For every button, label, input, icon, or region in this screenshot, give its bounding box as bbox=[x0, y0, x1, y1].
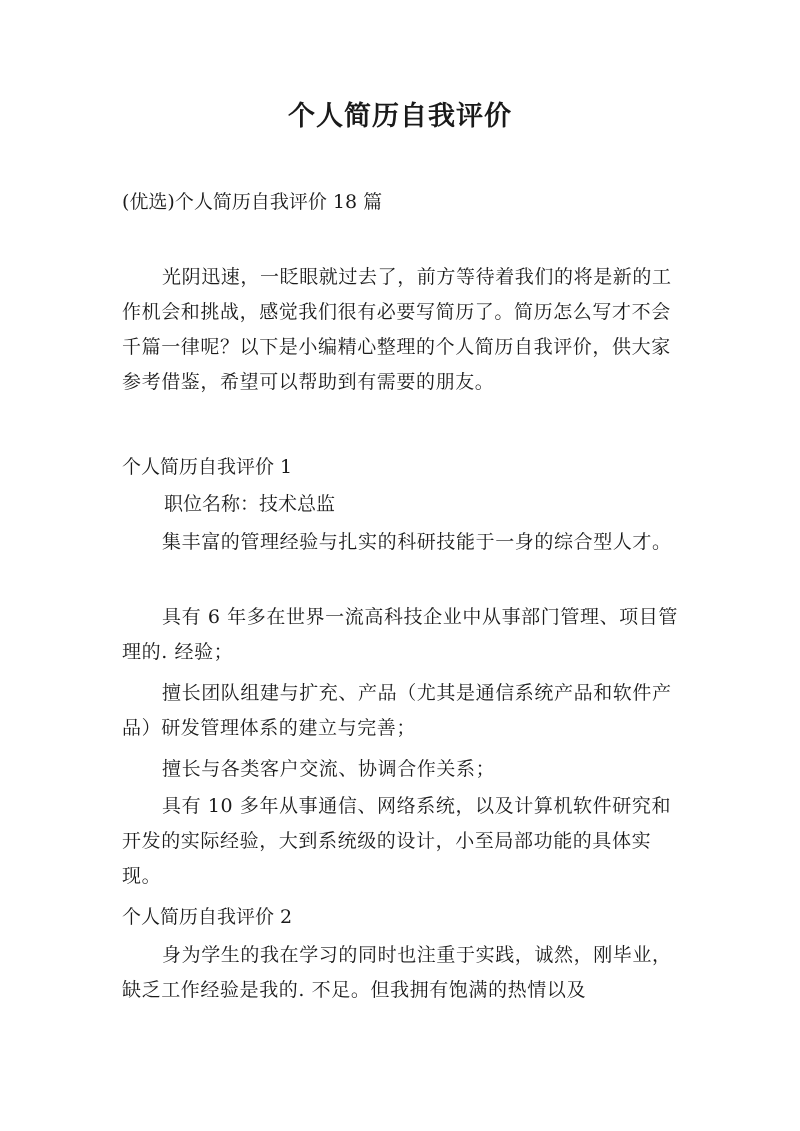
section-1-paragraph-5: 具有 10 多年从事通信、网络系统，以及计算机软件研究和开发的实际经验，大到系统级的设计，小至局部功能的具体实现。 bbox=[122, 795, 672, 887]
section-1-paragraph-1: 集丰富的管理经验与扎实的科研技能于一身的综合型人才。 bbox=[162, 531, 672, 553]
section-heading-2: 个人简历自我评价 2 bbox=[122, 906, 293, 928]
section-heading-1: 个人简历自我评价 1 bbox=[122, 456, 293, 478]
section-1-paragraph-2: 具有 6 年多在世界一流高科技企业中从事部门管理、项目管理的. 经验； bbox=[122, 606, 678, 663]
position-title: 职位名称：技术总监 bbox=[164, 493, 336, 515]
section-1-paragraph-3: 擅长团队组建与扩充、产品（尤其是通信系统产品和软件产品）研发管理体系的建立与完善； bbox=[122, 682, 672, 739]
intro-paragraph: 光阴迅速，一眨眼就过去了，前方等待着我们的将是新的工作机会和挑战，感觉我们很有必要写简历了。简历怎么写才不会千篇一律呢？以下是小编精心整理的个人简历自我评价，供大家参考借鉴，希望可以帮助到有需要的朋友。 bbox=[122, 266, 672, 393]
document-title: 个人简历自我评价 bbox=[288, 101, 512, 132]
section-1-paragraph-4: 擅长与各类客户交流、协调合作关系； bbox=[162, 758, 496, 780]
section-2-paragraph-1: 身为学生的我在学习的同时也注重于实践，诚然，刚毕业，缺乏工作经验是我的. 不足。但我拥有饱满的热情以及 bbox=[122, 944, 672, 1001]
document-subtitle: (优选)个人简历自我评价 18 篇 bbox=[122, 191, 383, 213]
